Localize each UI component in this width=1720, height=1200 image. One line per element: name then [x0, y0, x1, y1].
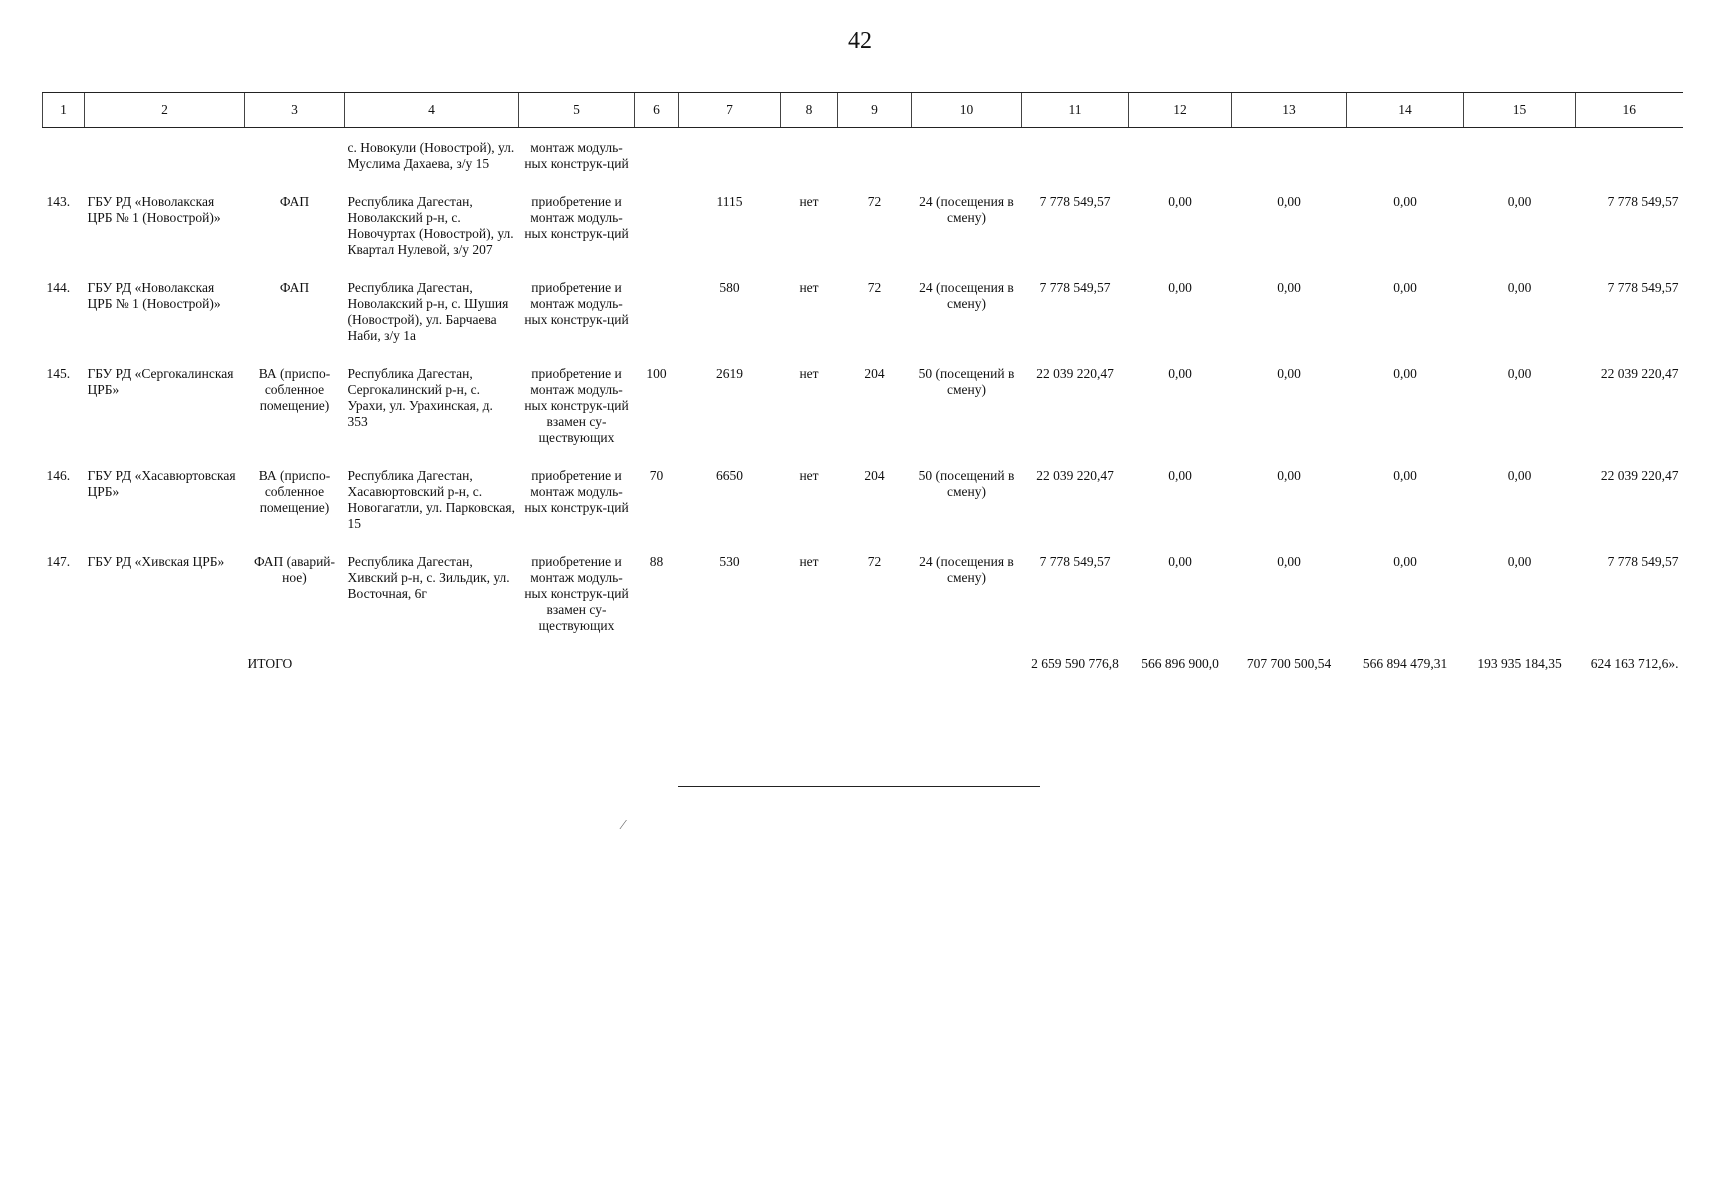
- signature-line: [678, 786, 1040, 787]
- work-type-cell: приобретение и монтаж модуль-ных конструк-ций: [524, 280, 629, 327]
- column-header: 6: [635, 93, 679, 128]
- total-c15-cell: 193 935 184,35: [1477, 656, 1562, 671]
- amount-col12-cell: 0,00: [1168, 194, 1192, 209]
- facility-type-cell: ВА (приспо-собленное помещение): [258, 366, 331, 413]
- facility-type-cell: ФАП (аварий-ное): [253, 554, 336, 585]
- col6-cell: 100: [646, 366, 667, 381]
- col6-cell: [635, 182, 679, 268]
- empty-cell: [43, 644, 85, 682]
- amount-col12-cell: 0,00: [1168, 366, 1192, 381]
- amount-col14-cell: 0,00: [1393, 366, 1417, 381]
- header-row: [43, 93, 1683, 128]
- column-header: 5: [519, 93, 635, 128]
- col7-cell: 6650: [716, 468, 743, 483]
- total-c11-cell: 2 659 590 776,8: [1031, 656, 1119, 671]
- amount-col11-cell: 7 778 549,57: [1039, 280, 1111, 295]
- facility-type-cell: ФАП: [279, 280, 310, 295]
- col9-cell: 204: [864, 468, 885, 483]
- empty-cell: [635, 644, 679, 682]
- scan-mark: ⁄: [622, 818, 625, 833]
- row-number-cell: 147.: [46, 554, 71, 569]
- empty-cell: [85, 644, 245, 682]
- amount-col15-cell: 0,00: [1507, 366, 1532, 381]
- amount-col13-cell: 0,00: [1277, 468, 1301, 483]
- table-row: [43, 542, 1683, 644]
- amount-col14-cell: 0,00: [1393, 194, 1417, 209]
- column-header: 9: [838, 93, 912, 128]
- column-header: 12: [1129, 93, 1232, 128]
- amount-col12-cell: 0,00: [1168, 468, 1192, 483]
- work-type-cell: приобретение и монтаж модуль-ных конструк-ций: [524, 194, 629, 241]
- table-row: [43, 354, 1683, 456]
- work-type-cell: приобретение и монтаж модуль-ных конструк-ций взамен су-ществующих: [524, 554, 629, 633]
- total-label: ИТОГО: [247, 656, 293, 671]
- col7-cell: 580: [719, 280, 740, 295]
- capacity-cell: 24 (посещения в смену): [919, 554, 1014, 585]
- amount-col13-cell: 0,00: [1277, 554, 1301, 569]
- organization-cell: ГБУ РД «Хивская ЦРБ»: [87, 554, 225, 569]
- capacity-cell: 24 (посещения в смену): [919, 194, 1014, 225]
- amount-col16-cell: 22 039 220,47: [1600, 366, 1679, 381]
- amount-col13-cell: 0,00: [1277, 194, 1301, 209]
- col8-cell: нет: [799, 366, 819, 381]
- col8-cell: нет: [799, 280, 819, 295]
- col8-cell: нет: [799, 468, 819, 483]
- amount-col14-cell: 0,00: [1393, 468, 1417, 483]
- col7-cell: 1115: [716, 194, 743, 209]
- continuation-row: [43, 128, 1683, 183]
- empty-cell: [519, 644, 635, 682]
- address-cell: с. Новокули (Новострой), ул. Муслима Дахаева, з/у 15: [347, 140, 515, 171]
- total-c13-cell: 707 700 500,54: [1246, 656, 1332, 671]
- amount-col11-cell: 22 039 220,47: [1036, 366, 1114, 381]
- column-header: 15: [1464, 93, 1576, 128]
- work-cell: монтаж модуль-ных конструк-ций: [524, 140, 629, 171]
- empty-cell: [912, 644, 1022, 682]
- work-type-cell: приобретение и монтаж модуль-ных конструк-ций: [524, 468, 629, 515]
- amount-col16-cell: 7 778 549,57: [1607, 280, 1679, 295]
- col9-cell: 204: [864, 366, 885, 381]
- address-cell: Республика Дагестан, Хивский р-н, с. Зильдик, ул. Восточная, 6г: [347, 554, 510, 601]
- row-number-cell: 143.: [46, 194, 71, 209]
- table-row: [43, 456, 1683, 542]
- amount-col11-cell: 22 039 220,47: [1036, 468, 1114, 483]
- amount-col15-cell: 0,00: [1507, 468, 1532, 483]
- total-c14-cell: 566 894 479,31: [1362, 656, 1448, 671]
- column-header: 3: [245, 93, 345, 128]
- table-row: [43, 182, 1683, 268]
- empty-cell: [781, 644, 838, 682]
- col6-cell: [635, 268, 679, 354]
- amount-col13-cell: 0,00: [1277, 366, 1301, 381]
- column-header: 7: [679, 93, 781, 128]
- amount-col11-cell: 7 778 549,57: [1039, 194, 1111, 209]
- empty-cell: [345, 644, 519, 682]
- amount-col12-cell: 0,00: [1168, 554, 1192, 569]
- amount-col15-cell: 0,00: [1507, 554, 1532, 569]
- column-header: 11: [1022, 93, 1129, 128]
- column-header: 2: [85, 93, 245, 128]
- organization-cell: ГБУ РД «Новолакская ЦРБ № 1 (Новострой)»: [87, 280, 221, 311]
- amount-col12-cell: 0,00: [1168, 280, 1192, 295]
- empty-cell: [679, 644, 781, 682]
- amount-col11-cell: 7 778 549,57: [1039, 554, 1111, 569]
- col9-cell: 72: [867, 280, 882, 295]
- col6-cell: 88: [649, 554, 664, 569]
- row-number-cell: 144.: [46, 280, 71, 295]
- empty-cell: [838, 644, 912, 682]
- address-cell: Республика Дагестан, Новолакский р-н, с. Новочуртах (Новострой), ул. Квартал Нулевой, з/у 207: [347, 194, 514, 257]
- capacity-cell: 50 (посещений в смену): [918, 366, 1015, 397]
- data-table: [42, 92, 1683, 682]
- address-cell: Республика Дагестан, Сергокалинский р-н, с. Урахи, ул. Урахинская, д. 353: [347, 366, 493, 429]
- column-header: 13: [1232, 93, 1347, 128]
- page-number: 42: [848, 28, 872, 54]
- col7-cell: 2619: [716, 366, 743, 381]
- capacity-cell: 24 (посещения в смену): [919, 280, 1014, 311]
- total-c12-cell: 566 896 900,0: [1141, 656, 1219, 671]
- column-header: 1: [43, 93, 85, 128]
- address-cell: Республика Дагестан, Новолакский р-н, с. Шушия (Новострой), ул. Барчаева Наби, з/у 1а: [347, 280, 509, 343]
- amount-col15-cell: 0,00: [1507, 194, 1532, 209]
- col9-cell: 72: [867, 194, 882, 209]
- amount-col13-cell: 0,00: [1277, 280, 1301, 295]
- column-header: 14: [1347, 93, 1464, 128]
- facility-type-cell: ФАП: [279, 194, 310, 209]
- organization-cell: ГБУ РД «Новолакская ЦРБ № 1 (Новострой)»: [87, 194, 221, 225]
- column-header: 10: [912, 93, 1022, 128]
- col8-cell: нет: [799, 194, 819, 209]
- organization-cell: ГБУ РД «Хасавюртовская ЦРБ»: [87, 468, 236, 499]
- total-row: [43, 644, 1683, 682]
- amount-col16-cell: 22 039 220,47: [1600, 468, 1679, 483]
- col9-cell: 72: [867, 554, 882, 569]
- column-header: 4: [345, 93, 519, 128]
- capacity-cell: 50 (посещений в смену): [918, 468, 1015, 499]
- organization-cell: ГБУ РД «Сергокалинская ЦРБ»: [87, 366, 234, 397]
- amount-col16-cell: 7 778 549,57: [1607, 194, 1679, 209]
- total-c16-cell: 624 163 712,6».: [1590, 656, 1679, 671]
- work-type-cell: приобретение и монтаж модуль-ных конструк-ций взамен су-ществующих: [524, 366, 629, 445]
- address-cell: Республика Дагестан, Хасавюртовский р-н, с. Новогагатли, ул. Парковская, 15: [347, 468, 515, 531]
- column-header: 8: [781, 93, 838, 128]
- row-number-cell: 146.: [46, 468, 71, 483]
- amount-col14-cell: 0,00: [1393, 280, 1417, 295]
- col6-cell: 70: [649, 468, 664, 483]
- amount-col15-cell: 0,00: [1507, 280, 1532, 295]
- row-number-cell: 145.: [46, 366, 71, 381]
- facility-type-cell: ВА (приспо-собленное помещение): [258, 468, 331, 515]
- col8-cell: нет: [799, 554, 819, 569]
- column-header: 16: [1576, 93, 1683, 128]
- amount-col16-cell: 7 778 549,57: [1607, 554, 1679, 569]
- table-row: [43, 268, 1683, 354]
- amount-col14-cell: 0,00: [1393, 554, 1417, 569]
- col7-cell: 530: [719, 554, 740, 569]
